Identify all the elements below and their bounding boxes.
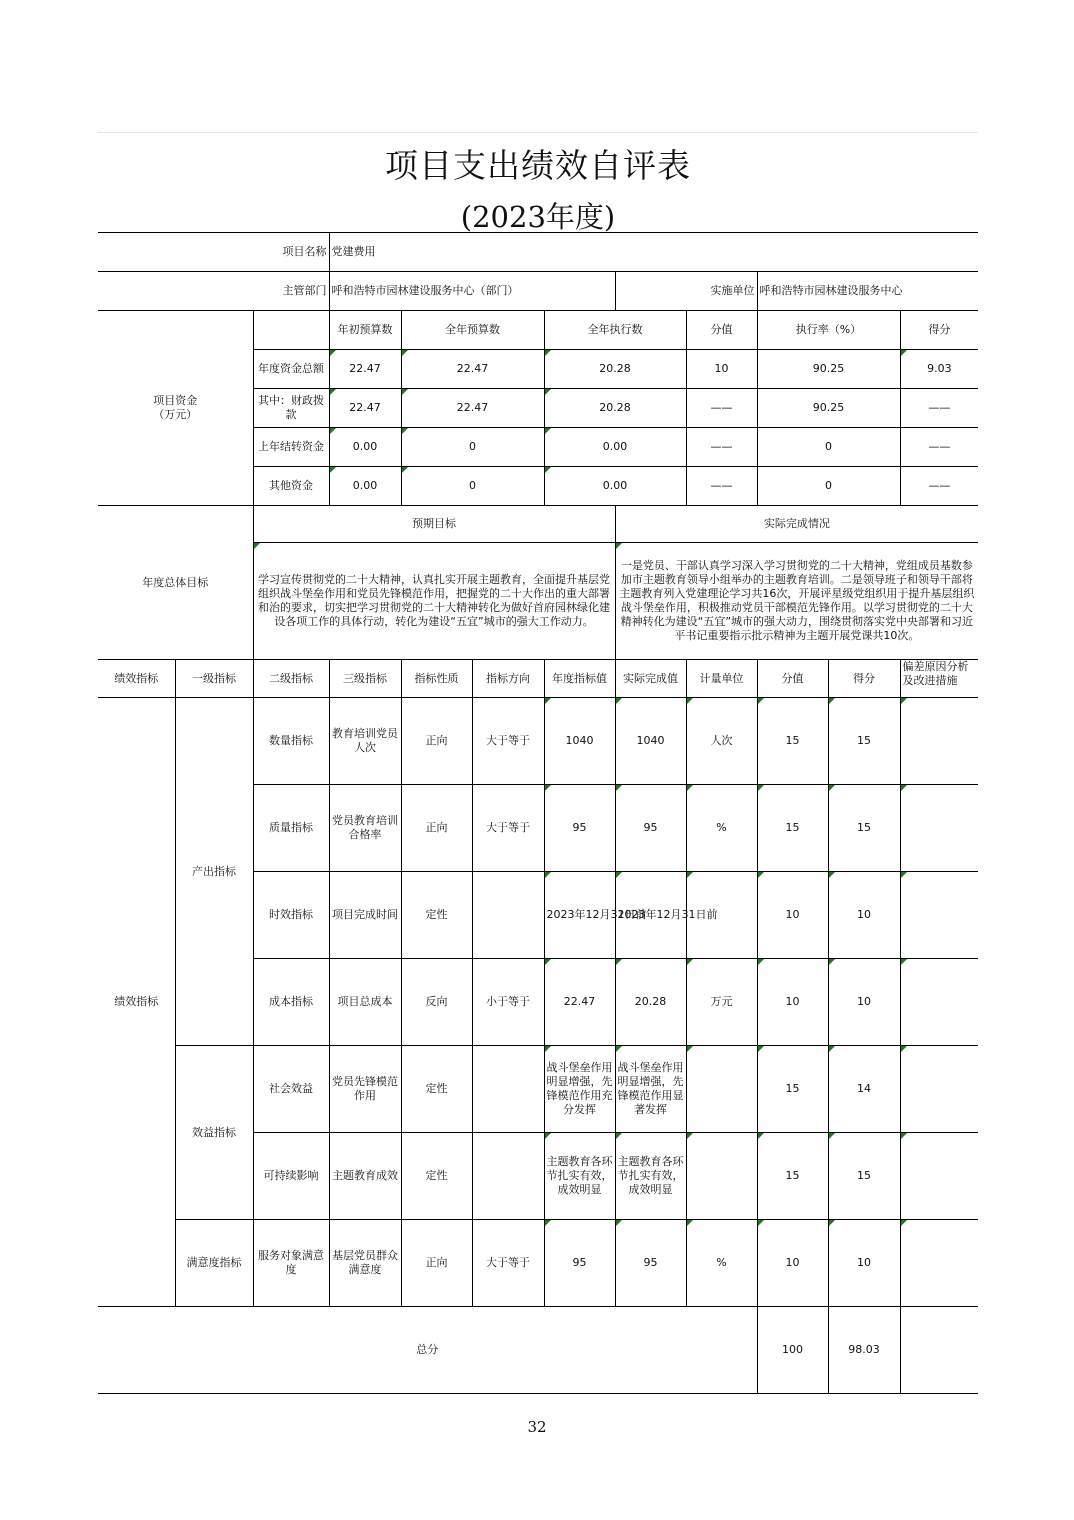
ind-header-weight: 分值	[757, 660, 828, 698]
ind-weight: 10	[757, 959, 828, 1046]
funds-header-rate: 执行率（%）	[757, 311, 900, 350]
ind-direction: 小于等于	[472, 959, 544, 1046]
ind-level3: 主题教育成效	[329, 1133, 401, 1220]
ind-header-unit: 计量单位	[686, 660, 757, 698]
funds-rate: 90.25	[757, 350, 900, 389]
ind-note	[900, 872, 978, 959]
total-weight: 100	[757, 1307, 828, 1394]
ind-actual: 20.28	[615, 959, 686, 1046]
ind-level2: 社会效益	[253, 1046, 329, 1133]
funds-annual: 0	[401, 428, 544, 467]
ind-note	[900, 1220, 978, 1307]
ind-level1-satisfaction: 满意度指标	[175, 1220, 253, 1307]
impl-value: 呼和浩特市园林建设服务中心	[757, 272, 978, 311]
funds-row-label: 上年结转资金	[253, 428, 329, 467]
ind-score: 10	[828, 959, 900, 1046]
funds-rate: 90.25	[757, 389, 900, 428]
ind-weight: 15	[757, 1046, 828, 1133]
funds-header-initial: 年初预算数	[329, 311, 401, 350]
funds-header-annual: 全年预算数	[401, 311, 544, 350]
impl-label: 实施单位	[615, 272, 757, 311]
funds-label-line1: 项目资金	[153, 394, 198, 407]
ind-note	[900, 698, 978, 785]
ind-target: 1040	[544, 698, 615, 785]
goals-expected-header: 预期目标	[253, 506, 615, 543]
dept-label: 主管部门	[98, 272, 329, 311]
funds-score: ——	[900, 467, 978, 506]
indicator-row	[98, 1046, 978, 1133]
funds-weight: 10	[686, 350, 757, 389]
total-label: 总分	[98, 1307, 757, 1394]
ind-nature: 定性	[401, 1046, 472, 1133]
funds-row-label: 其他资金	[253, 467, 329, 506]
goals-label: 年度总体目标	[98, 506, 253, 660]
page-number: 32	[527, 1418, 547, 1436]
dept-value: 呼和浩特市园林建设服务中心（部门）	[329, 272, 615, 311]
ind-score: 10	[828, 1220, 900, 1307]
ind-level2: 可持续影响	[253, 1133, 329, 1220]
funds-score: ——	[900, 428, 978, 467]
funds-header-weight: 分值	[686, 311, 757, 350]
ind-level3: 项目总成本	[329, 959, 401, 1046]
ind-target: 95	[544, 1220, 615, 1307]
funds-row-label: 年度资金总额	[253, 350, 329, 389]
funds-annual: 22.47	[401, 389, 544, 428]
ind-actual: 95	[615, 1220, 686, 1307]
funds-weight: ——	[686, 467, 757, 506]
ind-unit: %	[686, 1220, 757, 1307]
ind-direction	[472, 872, 544, 959]
ind-note	[900, 1133, 978, 1220]
funds-row-label: 其中：财政拨款	[253, 389, 329, 428]
ind-level3: 党员先锋模范作用	[329, 1046, 401, 1133]
ind-header-level1: 一级指标	[175, 660, 253, 698]
ind-actual: 2023年12月31日前	[615, 872, 686, 959]
page-subtitle: (2023年度)	[460, 200, 616, 234]
ind-nature: 正向	[401, 785, 472, 872]
ind-direction: 大于等于	[472, 698, 544, 785]
ind-level3: 项目完成时间	[329, 872, 401, 959]
ind-score: 15	[828, 1133, 900, 1220]
indicator-row	[98, 1220, 978, 1307]
page-title: 项目支出绩效自评表	[385, 146, 691, 185]
ind-target: 战斗堡垒作用明显增强，先锋模范作用充分发挥	[544, 1046, 615, 1133]
funds-initial: 0.00	[329, 428, 401, 467]
ind-target: 95	[544, 785, 615, 872]
ind-level2: 成本指标	[253, 959, 329, 1046]
ind-header-group: 绩效指标	[98, 660, 175, 698]
top-rule	[98, 132, 978, 133]
funds-executed: 0.00	[544, 428, 686, 467]
ind-score: 14	[828, 1046, 900, 1133]
ind-unit	[686, 1046, 757, 1133]
ind-actual: 1040	[615, 698, 686, 785]
funds-initial: 22.47	[329, 389, 401, 428]
funds-rate: 0	[757, 428, 900, 467]
ind-nature: 反向	[401, 959, 472, 1046]
ind-score: 15	[828, 698, 900, 785]
funds-annual: 0	[401, 467, 544, 506]
ind-nature: 正向	[401, 1220, 472, 1307]
project-name-label: 项目名称	[98, 233, 329, 272]
ind-note	[900, 1046, 978, 1133]
ind-level1-benefit: 效益指标	[175, 1046, 253, 1220]
ind-weight: 15	[757, 698, 828, 785]
ind-unit	[686, 872, 757, 959]
funds-label-line2: （万元）	[153, 408, 198, 421]
funds-header-blank	[253, 311, 329, 350]
funds-executed: 20.28	[544, 350, 686, 389]
ind-level2: 服务对象满意度	[253, 1220, 329, 1307]
ind-header-target: 年度指标值	[544, 660, 615, 698]
funds-score: ——	[900, 389, 978, 428]
ind-header-score: 得分	[828, 660, 900, 698]
funds-header-executed: 全年执行数	[544, 311, 686, 350]
ind-header-level3: 三级指标	[329, 660, 401, 698]
funds-weight: ——	[686, 428, 757, 467]
ind-level3: 基层党员群众满意度	[329, 1220, 401, 1307]
ind-nature: 定性	[401, 1133, 472, 1220]
ind-nature: 正向	[401, 698, 472, 785]
ind-score: 10	[828, 872, 900, 959]
ind-level1-output: 产出指标	[175, 698, 253, 1046]
funds-executed: 0.00	[544, 467, 686, 506]
ind-target: 2023年12月31日前	[544, 872, 615, 959]
ind-unit: 万元	[686, 959, 757, 1046]
ind-score: 15	[828, 785, 900, 872]
funds-annual: 22.47	[401, 350, 544, 389]
ind-weight: 15	[757, 1133, 828, 1220]
ind-header-actual: 实际完成值	[615, 660, 686, 698]
total-score: 98.03	[828, 1307, 900, 1394]
indicator-row	[98, 698, 978, 785]
ind-header-note: 偏差原因分析及改进措施	[900, 660, 978, 698]
ind-note	[900, 785, 978, 872]
ind-target: 主题教育各环节扎实有效，成效明显	[544, 1133, 615, 1220]
ind-level2: 时效指标	[253, 872, 329, 959]
funds-rate: 0	[757, 467, 900, 506]
funds-header-score: 得分	[900, 311, 978, 350]
ind-direction	[472, 1046, 544, 1133]
ind-actual: 战斗堡垒作用明显增强，先锋模范作用显著发挥	[615, 1046, 686, 1133]
ind-level2: 质量指标	[253, 785, 329, 872]
ind-nature: 定性	[401, 872, 472, 959]
project-name-value: 党建费用	[329, 233, 978, 272]
ind-unit	[686, 1133, 757, 1220]
ind-header-nature: 指标性质	[401, 660, 472, 698]
ind-direction	[472, 1133, 544, 1220]
ind-weight: 10	[757, 872, 828, 959]
ind-weight: 15	[757, 785, 828, 872]
total-note	[900, 1307, 978, 1394]
evaluation-table	[98, 232, 978, 1394]
ind-level3: 党员教育培训合格率	[329, 785, 401, 872]
ind-direction: 大于等于	[472, 785, 544, 872]
ind-actual: 95	[615, 785, 686, 872]
funds-weight: ——	[686, 389, 757, 428]
ind-target: 22.47	[544, 959, 615, 1046]
funds-initial: 22.47	[329, 350, 401, 389]
ind-level2: 数量指标	[253, 698, 329, 785]
funds-section-label	[98, 311, 253, 506]
ind-header-level2: 二级指标	[253, 660, 329, 698]
funds-score: 9.03	[900, 350, 978, 389]
ind-unit: %	[686, 785, 757, 872]
goals-actual-text: 一是党员、干部认真学习深入学习贯彻党的二十大精神，党组成员基数参加市主题教育领导小组举办的主题教育培训。二是领导班子和领导干部将主题教育列入党建理论学习共16次，开展评星级党组织用于提升基层组织战斗堡垒作用，积极推动党员干部模范先锋作用。以学习贯彻党的二十大精神转化为建设“五宜”城市的强大动力，围绕贯彻落实党中央部署和习近平书记重要指示批示精神为主题开展党课共10次。	[615, 543, 978, 660]
ind-weight: 10	[757, 1220, 828, 1307]
funds-initial: 0.00	[329, 467, 401, 506]
ind-group-label: 绩效指标	[98, 698, 175, 1307]
ind-actual: 主题教育各环节扎实有效，成效明显	[615, 1133, 686, 1220]
ind-unit: 人次	[686, 698, 757, 785]
funds-executed: 20.28	[544, 389, 686, 428]
ind-header-direction: 指标方向	[472, 660, 544, 698]
ind-direction: 大于等于	[472, 1220, 544, 1307]
goals-actual-header: 实际完成情况	[615, 506, 978, 543]
ind-level3: 教育培训党员人次	[329, 698, 401, 785]
ind-note	[900, 959, 978, 1046]
goals-expected-text: 学习宣传贯彻党的二十大精神，认真扎实开展主题教育，全面提升基层党组织战斗堡垒作用和党员先锋模范作用，把握党的二十大作出的重大部署和治的要求，切实把学习贯彻党的二十大精神转化为做好首府园林绿化建设各项工作的具体行动，转化为建设“五宜”城市的强大工作动力。	[253, 543, 615, 660]
